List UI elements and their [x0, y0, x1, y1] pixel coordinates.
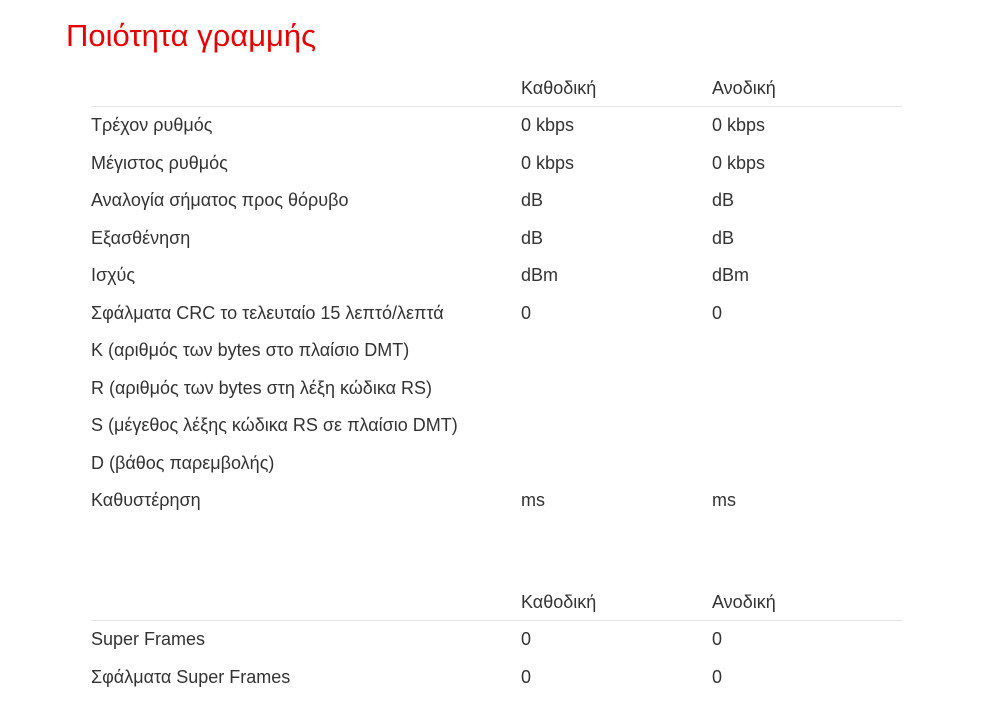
- table-row: [91, 257, 902, 295]
- table-row: [91, 107, 902, 145]
- upstream-value: [712, 332, 902, 370]
- table-row: [91, 370, 902, 408]
- row-label: K (αριθμός των bytes στο πλαίσιο DMT): [91, 340, 410, 361]
- table-row: [91, 295, 902, 333]
- downstream-value: [521, 370, 712, 408]
- upstream-value: [712, 407, 902, 445]
- upstream-value: 0: [712, 302, 723, 323]
- table-row: [91, 621, 902, 659]
- row-label: R (αριθμός των bytes στη λέξη κώδικα RS): [91, 377, 433, 398]
- table-row: [91, 407, 902, 445]
- row-label: Super Frames: [91, 629, 206, 650]
- upstream-value: dB: [712, 190, 735, 211]
- row-label: Σφάλματα Super Frames: [91, 666, 291, 687]
- upstream-value: dB: [712, 227, 735, 248]
- downstream-value: 0: [521, 666, 532, 687]
- table-row: [91, 220, 902, 258]
- header-downstream: Καθοδική: [521, 581, 712, 621]
- row-label: Καθυστέρηση: [91, 490, 201, 511]
- header-upstream: Ανοδική: [712, 581, 902, 621]
- table-row: [91, 332, 902, 370]
- table-row: [91, 659, 902, 697]
- header-label-column: [91, 581, 521, 621]
- downstream-value: dB: [521, 190, 544, 211]
- row-label: Τρέχον ρυθμός: [91, 115, 213, 136]
- downstream-value: 0: [521, 629, 532, 650]
- downstream-value: [521, 407, 712, 445]
- downstream-value: [521, 332, 712, 370]
- upstream-value: ms: [712, 490, 736, 511]
- row-label: Σφάλματα CRC το τελευταίο 15 λεπτό/λεπτά: [91, 302, 444, 323]
- upstream-value: dBm: [712, 265, 750, 286]
- downstream-value: 0 kbps: [521, 115, 575, 136]
- upstream-value: 0 kbps: [712, 152, 766, 173]
- table-row: [91, 182, 902, 220]
- upstream-value: 0: [712, 666, 723, 687]
- downstream-value: ms: [521, 490, 545, 511]
- upstream-value: 0: [712, 629, 723, 650]
- row-label: Αναλογία σήματος προς θόρυβο: [91, 190, 349, 211]
- row-label: S (μέγεθος λέξης κώδικα RS σε πλαίσιο DMT): [91, 415, 458, 436]
- header-label-column: [91, 67, 521, 107]
- table-header-row: [91, 581, 902, 621]
- table-header-row: [91, 67, 902, 107]
- downstream-value: 0: [521, 302, 532, 323]
- downstream-value: [521, 445, 712, 483]
- row-label: Ισχύς: [91, 265, 136, 286]
- row-label: D (βάθος παρεμβολής): [91, 452, 275, 473]
- table-row: [91, 445, 902, 483]
- line-quality-table: [91, 67, 902, 520]
- header-downstream: Καθοδική: [521, 67, 712, 107]
- table-row: [91, 145, 902, 183]
- downstream-value: dBm: [521, 265, 559, 286]
- downstream-value: 0 kbps: [521, 152, 575, 173]
- table-row: [91, 482, 902, 520]
- super-frames-table: [91, 581, 902, 696]
- row-label: Εξασθένηση: [91, 227, 191, 248]
- upstream-value: [712, 445, 902, 483]
- upstream-value: 0 kbps: [712, 115, 766, 136]
- row-label: Μέγιστος ρυθμός: [91, 152, 228, 173]
- upstream-value: [712, 370, 902, 408]
- page-title: Ποιότητα γραμμής: [66, 18, 317, 53]
- header-upstream: Ανοδική: [712, 67, 902, 107]
- downstream-value: dB: [521, 227, 544, 248]
